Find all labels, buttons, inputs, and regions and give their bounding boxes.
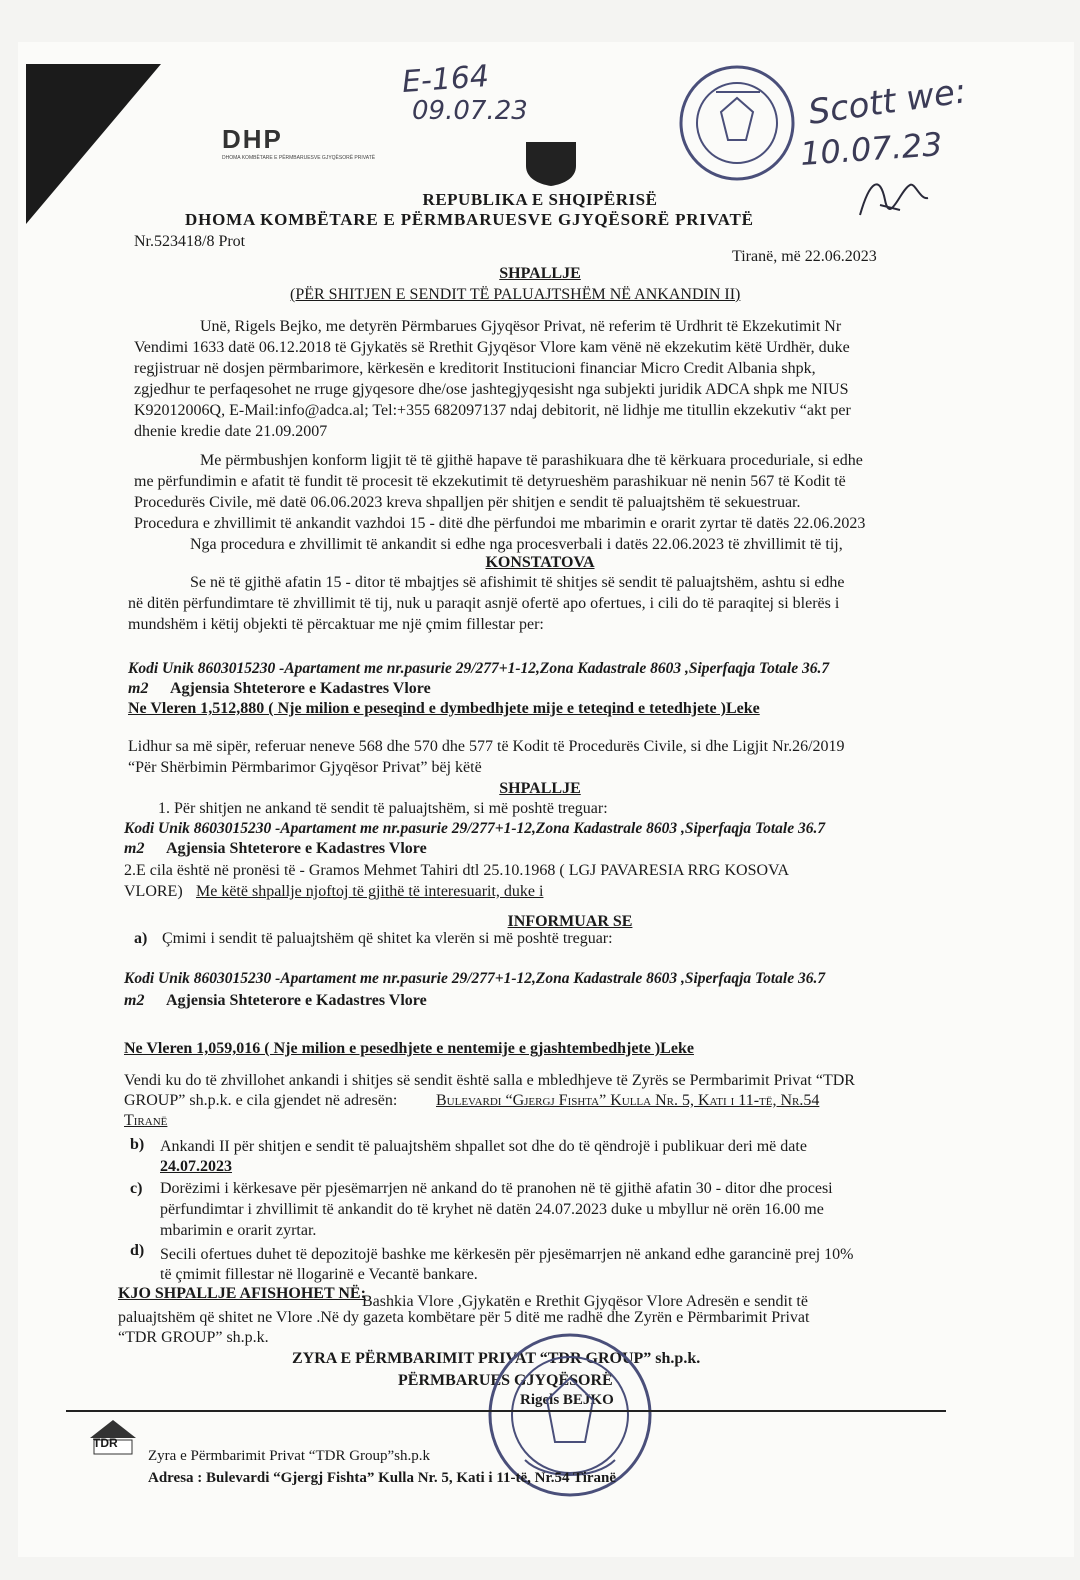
doc-subtitle: (PËR SHITJEN E SENDIT TË PALUAJTSHËM NË ANKANDIN II) [290,286,741,303]
footer-logo-text: TDR [93,1436,118,1450]
place-date: Tiranë, më 22.06.2023 [732,248,877,265]
footer-address: Adresa : Bulevardi “Gjergj Fishta” Kulla Nr. 5, Kati i 11-të, Nr.54 Tiranë [148,1470,617,1486]
handwritten-reg-date: 09.07.23 [412,96,528,126]
konstatova-heading: KONSTATOVA [485,554,595,571]
initial-value: Ne Vleren 1,512,880 ( Nje milion e peseqind e dymbedhjete mije e teteqind e tetedhjete )Leke [128,700,760,717]
signature-scribble [850,170,930,230]
handwritten-note-date: 10.07.23 [798,125,944,173]
chamber-logo: DHP [222,124,283,154]
footer-divider [66,1410,946,1412]
handwritten-note: Scott we: [805,71,969,133]
handwritten-reg-number: E-164 [400,59,491,100]
republic-heading: REPUBLIKA E SHQIPËRISË [422,190,658,209]
protocol-number: Nr.523418/8 Prot [134,233,246,250]
chamber-heading: DHOMA KOMBËTARE E PËRMBARUESVE GJYQËSORË PRIVATË [185,210,754,229]
footer-office: Zyra e Përmbarimit Privat “TDR Group”sh.p.k [148,1448,431,1464]
shpallje-heading: SHPALLJE [499,780,581,797]
auction-value: Ne Vleren 1,059,016 ( Nje milion e pesedhjete e nentemije e gjashtembedhjete )Leke [124,1040,694,1057]
venue-address: Bulevardi “Gjergj Fishta” Kulla Nr. 5, Kati i 11-të, Nr.54 [436,1092,820,1109]
scan-corner-shadow [26,64,161,224]
official-stamp-top [676,62,798,184]
chamber-logo-subtitle: DHOMA KOMBËTARE E PËRMBARUESVE GJYQËSORË PRIVATË [222,155,376,161]
deadline-date: 24.07.2023 [160,1158,232,1175]
doc-title: SHPALLJE [499,265,581,282]
albanian-emblem-icon [520,140,582,186]
informuar-heading: INFORMUAR SE [507,913,633,930]
